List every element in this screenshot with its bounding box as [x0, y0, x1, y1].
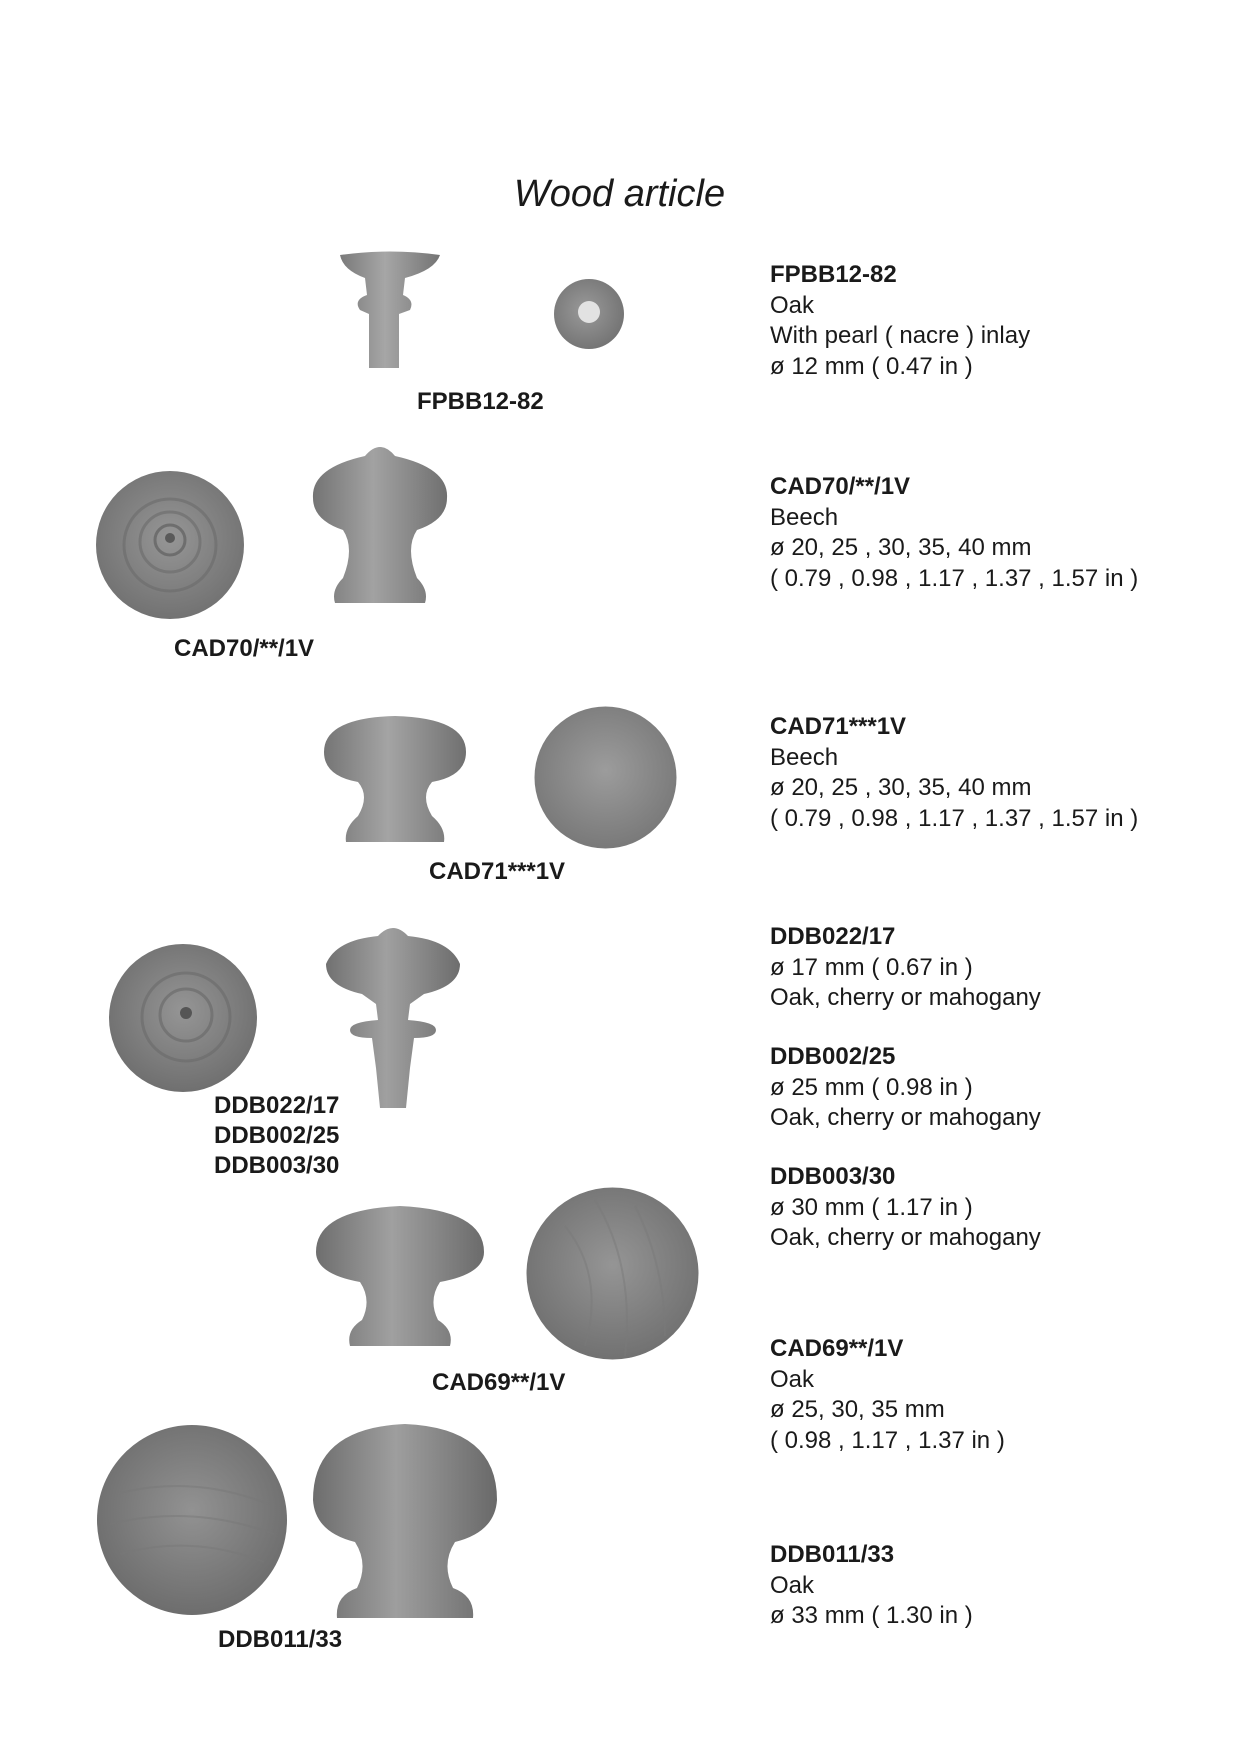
product-detail-line: Oak: [770, 291, 815, 319]
knob-top-plain-icon: [533, 705, 678, 850]
product-code: DDB011/33: [770, 1541, 895, 1568]
product-image-label: CAD71***1V: [429, 858, 566, 885]
product-detail-line: ø 25, 30, 35 mm: [770, 1396, 945, 1423]
product-image-label-line: DDB003/30: [214, 1152, 340, 1179]
knob-side-ornate-icon: [318, 920, 468, 1110]
product-image-label-line: DDB002/25: [214, 1122, 340, 1149]
product-detail-line: ( 0.79 , 0.98 , 1.17 , 1.37 , 1.57 in ): [770, 804, 1139, 832]
product-code: FPBB12-82: [770, 261, 897, 288]
product-description: [770, 260, 1030, 382]
product-description: [770, 1334, 1005, 1456]
product-description: [770, 1162, 1041, 1254]
page-title: Wood article: [513, 173, 726, 216]
product-detail-line: Oak: [770, 1571, 815, 1599]
knob-side-mushroom-icon: [305, 438, 455, 608]
product-detail-line: Oak: [770, 1365, 815, 1393]
knob-top-rings-icon: [95, 470, 245, 620]
knob-top-inlay-icon: [553, 278, 625, 350]
product-code: CAD71***1V: [770, 713, 907, 740]
product-detail-line: Oak, cherry or mahogany: [770, 984, 1041, 1011]
product-description: [770, 472, 1138, 594]
product-image-label-line: DDB022/17: [214, 1092, 340, 1119]
product-description: [770, 922, 1041, 1014]
product-image-label: DDB011/33: [218, 1626, 343, 1653]
product-code: CAD69**/1V: [770, 1335, 904, 1362]
product-detail-line: ø 20, 25 , 30, 35, 40 mm: [770, 534, 1032, 561]
knob-top-grain-icon: [96, 1424, 288, 1616]
product-detail-line: With pearl ( nacre ) inlay: [770, 322, 1031, 349]
product-code: DDB003/30: [770, 1163, 896, 1190]
knob-side-mushroom-icon: [320, 712, 470, 844]
product-detail-line: Beech: [770, 503, 839, 531]
product-code: DDB022/17: [770, 923, 896, 950]
product-detail-line: ( 0.79 , 0.98 , 1.17 , 1.37 , 1.57 in ): [770, 564, 1139, 592]
product-detail-line: ø 20, 25 , 30, 35, 40 mm: [770, 774, 1032, 801]
knob-side-mushroom-icon: [310, 1200, 490, 1348]
product-detail-line: ø 33 mm ( 1.30 in ): [770, 1602, 973, 1629]
product-code: DDB002/25: [770, 1043, 896, 1070]
product-detail-line: Beech: [770, 743, 839, 771]
knob-side-icon: [335, 250, 445, 375]
product-detail-line: ø 25 mm ( 0.98 in ): [770, 1073, 973, 1101]
knob-top-rings-icon: [108, 943, 258, 1093]
product-description: [770, 1540, 973, 1632]
product-image-label: FPBB12-82: [417, 388, 544, 415]
product-description: [770, 1042, 1041, 1134]
product-detail-line: ø 17 mm ( 0.67 in ): [770, 953, 973, 981]
product-detail-line: Oak, cherry or mahogany: [770, 1104, 1041, 1131]
product-image-label: [214, 1091, 339, 1181]
product-image-label: CAD70/**/1V: [174, 635, 315, 662]
product-detail-line: ø 30 mm ( 1.17 in ): [770, 1193, 973, 1221]
product-detail-line: Oak, cherry or mahogany: [770, 1224, 1041, 1251]
product-description: [770, 712, 1138, 834]
knob-side-mushroom-icon: [305, 1420, 505, 1620]
product-detail-line: ø 12 mm ( 0.47 in ): [770, 352, 973, 380]
product-detail-line: ( 0.98 , 1.17 , 1.37 in ): [770, 1426, 1005, 1454]
product-image-label: CAD69**/1V: [432, 1369, 566, 1396]
knob-top-plain-icon: [525, 1186, 700, 1361]
product-code: CAD70/**/1V: [770, 473, 911, 500]
